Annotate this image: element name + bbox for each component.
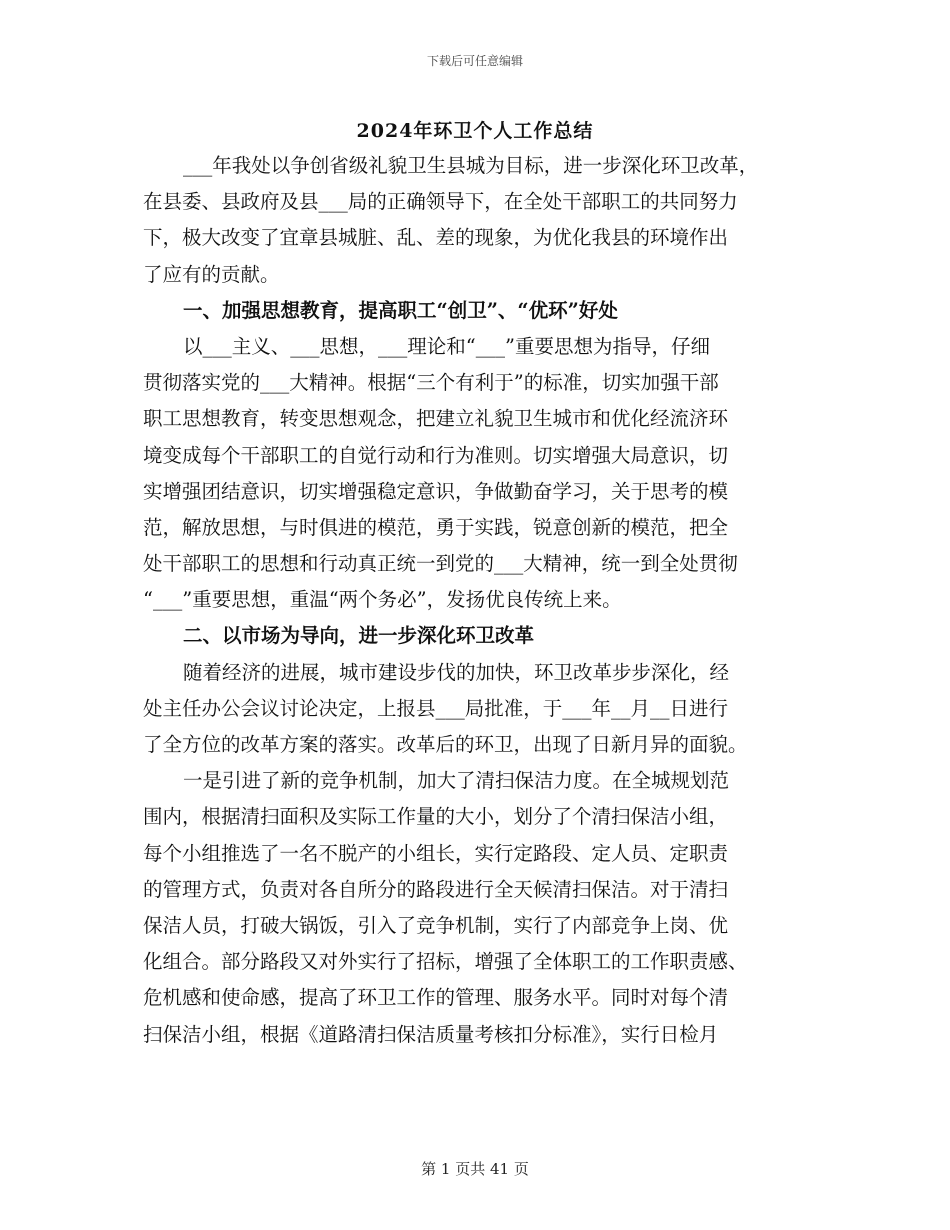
paragraph-line: 扫保洁小组，根据《道路清扫保洁质量考核扣分标准》，实行日检月 (143, 1022, 719, 1046)
paragraph-line: 每个小组推选了一名不脱产的小组长，实行定路段、定人员、定职责 (143, 841, 729, 865)
paragraph-line: 围内，根据清扫面积及实际工作量的大小，划分了个清扫保洁小组， (143, 805, 729, 829)
paragraph-line: 了全方位的改革方案的落实。改革后的环卫，出现了日新月异的面貌。 (143, 733, 748, 756)
paragraph-line: 下，极大改变了宜章县城脏、乱、差的现象，为优化我县的环境作出 (143, 226, 729, 250)
paragraph-line: 职工思想教育，转变思想观念，把建立礼貌卫生城市和优化经流济环 (143, 407, 729, 431)
paragraph-line: 实增强团结意识，切实增强稳定意识，争做勤奋学习，关于思考的模 (143, 479, 729, 503)
paragraph-line: 化组合。部分路段又对外实行了招标，增强了全体职工的工作职责感、 (143, 950, 748, 974)
paragraph-line: 贯彻落实党的___大精神。根据“三个有利于”的标准，切实加强干部 (143, 371, 719, 395)
paragraph-line: 了应有的贡献。 (143, 262, 280, 286)
page-number: 第 1 页共 41 页 (421, 1160, 529, 1178)
paragraph-line: 以___主义、___思想，___理论和“___”重要思想为指导，仔细 (183, 334, 710, 358)
document-title: 2024年环卫个人工作总结 (356, 120, 594, 142)
paragraph-line: 一是引进了新的竞争机制，加大了清扫保洁力度。在全城规划范 (183, 769, 730, 793)
paragraph-line: 危机感和使命感，提高了环卫工作的管理、服务水平。同时对每个清 (143, 986, 729, 1010)
paragraph-line: 的管理方式，负责对各自所分的路段进行全天候清扫保洁。对于清扫 (143, 877, 729, 901)
paragraph-line: 随着经济的进展，城市建设步伐的加快，环卫改革步步深化，经 (183, 660, 730, 684)
paragraph-line: “___”重要思想，重温“两个务必”，发扬优良传统上来。 (143, 588, 622, 612)
section-heading: 一、加强思想教育，提高职工“创卫”、“优环”好处 (183, 298, 618, 322)
paragraph-line: 在县委、县政府及县___局的正确领导下，在全处干部职工的共同努力 (143, 190, 738, 214)
paragraph-line: 境变成每个干部职工的自觉行动和行为准则。切实增强大局意识，切 (143, 443, 729, 467)
paragraph-line: 处主任办公会议讨论决定，上报县___局批准，于___年__月__日进行 (143, 696, 729, 720)
document-body (143, 148, 808, 1053)
paragraph-line: ___年我处以争创省级礼貌卫生县城为目标，进一步深化环卫改革， (183, 154, 759, 177)
page-header-note: 下载后可任意编辑 (426, 54, 523, 68)
paragraph-line: 范，解放思想，与时俱进的模范，勇于实践，锐意创新的模范，把全 (143, 515, 729, 539)
paragraph-line: 保洁人员，打破大锅饭，引入了竞争机制，实行了内部竞争上岗、优 (143, 913, 729, 937)
paragraph-line: 处干部职工的思想和行动真正统一到党的___大精神，统一到全处贯彻 (143, 552, 738, 576)
section-heading: 二、以市场为导向，进一步深化环卫改革 (183, 624, 535, 648)
